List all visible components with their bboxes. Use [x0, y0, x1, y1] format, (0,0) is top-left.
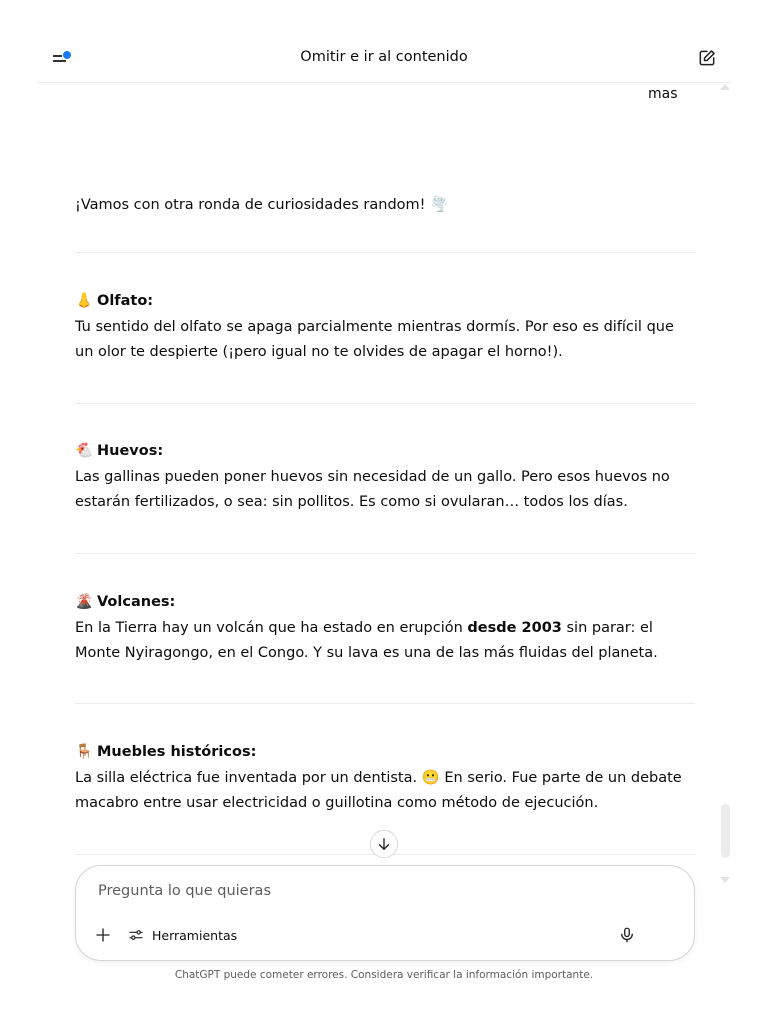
- prompt-composer: [75, 865, 695, 961]
- top-header: [37, 35, 731, 83]
- microphone-icon[interactable]: [618, 926, 636, 944]
- fact-text-start: La silla eléctrica fue inventada por un dentista.: [75, 769, 422, 786]
- fact-text: Las gallinas pueden poner huevos sin necesidad de un gallo. Pero esos huevos no estarán fertilizados, o sea: sin pollitos. Es como si ovularan… todos los días.: [75, 468, 670, 510]
- fact-title: Volcanes:: [97, 594, 176, 610]
- fact-volcanes: [75, 590, 695, 667]
- fact-text-end: sin parar: el Monte Nyiragongo, en el Congo. Y su lava es una de las más fluidas del planeta.: [75, 619, 658, 661]
- scroll-up-arrow[interactable]: [720, 84, 730, 90]
- skip-to-content-link[interactable]: Omitir e ir al contenido: [300, 49, 468, 65]
- fact-text-start: En la Tierra hay un volcán que ha estado en erupción: [75, 619, 468, 636]
- tools-button[interactable]: [128, 924, 237, 946]
- fact-text-bold: desde 2003: [467, 619, 562, 636]
- sliders-icon: [128, 927, 144, 943]
- scroll-down-arrow[interactable]: [720, 877, 730, 883]
- fact-text: Tu sentido del olfato se apaga parcialmente mientras dormís. Por eso es difícil que un olor te despierte (¡pero igual no te olvides de apagar el horno!).: [75, 318, 674, 360]
- tools-label: Herramientas: [152, 927, 238, 943]
- grimace-emoji: 😬: [421, 769, 440, 786]
- disclaimer-text: ChatGPT puede cometer errores. Considera verificar la información importante.: [174, 969, 594, 981]
- arrow-down-icon: [375, 835, 393, 853]
- chair-icon: 🪑: [75, 744, 94, 760]
- chicken-icon: 🐔: [75, 443, 94, 459]
- fact-huevos: [75, 439, 695, 516]
- volcano-icon: 🌋: [75, 594, 94, 610]
- divider: [75, 703, 695, 704]
- fact-title: Olfato:: [97, 293, 154, 309]
- plus-icon[interactable]: [94, 926, 112, 944]
- new-chat-icon[interactable]: [697, 48, 717, 68]
- previous-message-tail: mas: [648, 86, 678, 102]
- fact-text-end: En serio. Fue parte de un debate macabro entre usar electricidad o guillotina como método de ejecución.: [75, 769, 682, 811]
- fact-muebles: [75, 740, 695, 817]
- fact-title: Muebles históricos:: [97, 744, 257, 760]
- divider: [75, 553, 695, 554]
- scroll-to-bottom-button[interactable]: [370, 830, 398, 858]
- intro-text: ¡Vamos con otra ronda de curiosidades random! 🌪️: [75, 197, 449, 213]
- fact-title: Huevos:: [97, 443, 164, 459]
- scrollbar-thumb[interactable]: [721, 804, 730, 858]
- nose-icon: 👃: [75, 293, 94, 309]
- divider: [75, 403, 695, 404]
- fact-olfato: [75, 289, 695, 366]
- prompt-input[interactable]: [96, 882, 660, 900]
- divider: [75, 252, 695, 253]
